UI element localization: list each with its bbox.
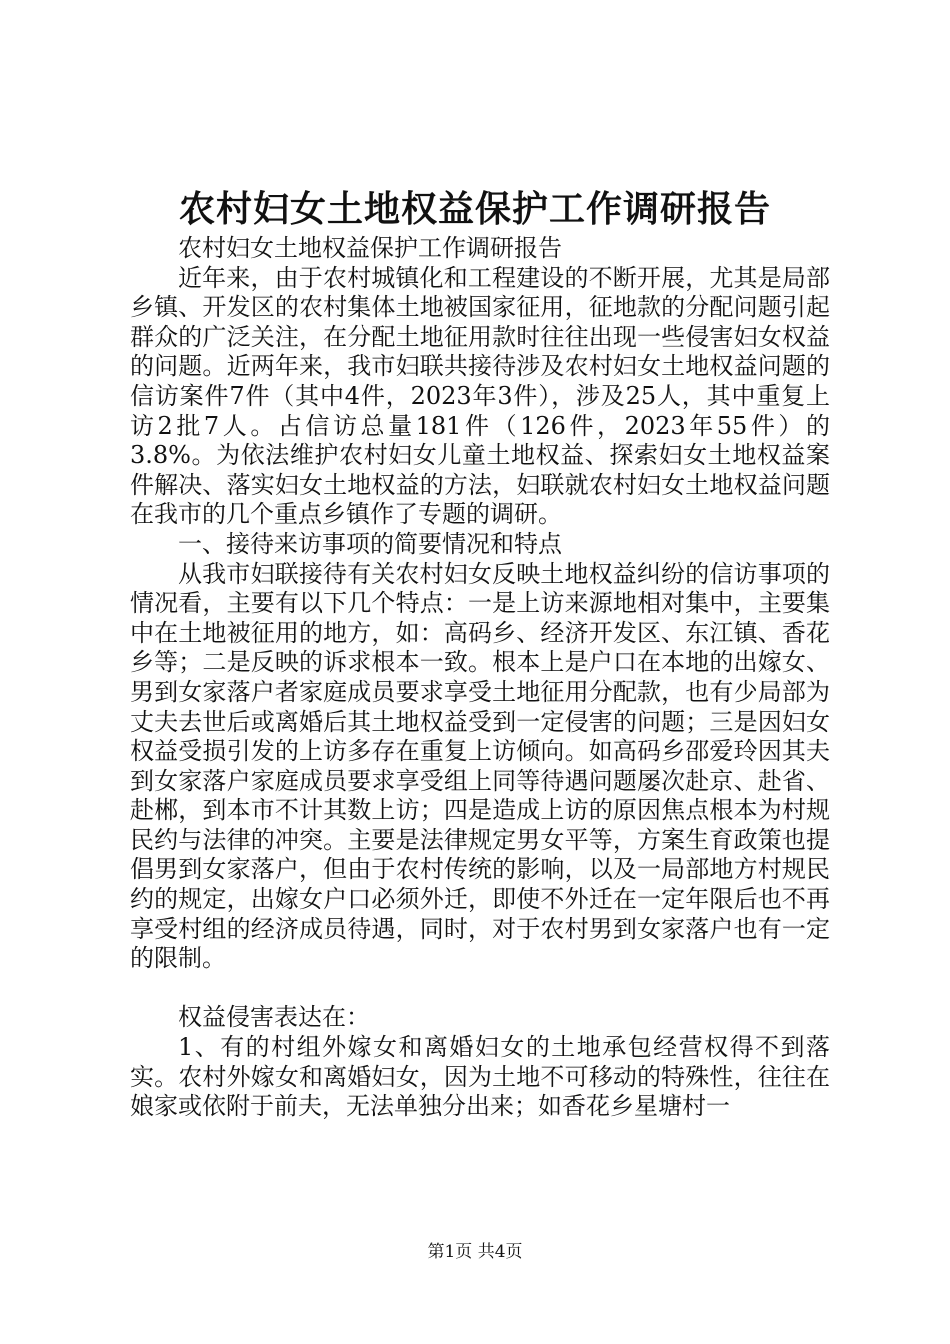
- document-title: 农村妇女土地权益保护工作调研报告: [178, 188, 771, 230]
- paragraph-intro: 近年来，由于农村城镇化和工程建设的不断开展，尤其是局部乡镇、开发区的农村集体土地被国家征用，征地款的分配问题引起群众的广泛关注，在分配土地征用款时往往出现一些侵害妇女权益的问题。近两年来，我市妇联共接待涉及农村妇女土地权益问题的信访案件7件（其中4件，2023年3件），涉及25人，其中重复上访2批7人。占信访总量181件（126件，2023年55件）的3.8%。为依法维护农村妇女儿童土地权益、探索妇女土地权益案件解决、落实妇女土地权益的方法，妇联就农村妇女土地权益问题在我市的几个重点乡镇作了专题的调研。: [130, 263, 830, 529]
- paragraph-subtitle: 农村妇女土地权益保护工作调研报告: [178, 234, 562, 262]
- paragraph-item-1: 1、有的村组外嫁女和离婚妇女的土地承包经营权得不到落实。农村外嫁女和离婚妇女，因为土地不可移动的特殊性，往往在娘家或依附于前夫，无法单独分出来；如香花乡星塘村一: [130, 1033, 830, 1121]
- paragraph-features: 从我市妇联接待有关农村妇女反映土地权益纠纷的信访事项的情况看，主要有以下几个特点：一是上访来源地相对集中，主要集中在土地被征用的地方，如：高码乡、经济开发区、东江镇、香花乡等；二是反映的诉求根本一致。根本上是户口在本地的出嫁女、男到女家落户者家庭成员要求享受土地征用分配款，也有少局部为丈夫去世后或离婚后其土地权益受到一定侵害的问题；三是因妇女权益受损引发的上访多存在重复上访倾向。如高码乡邵爱玲因其夫到女家落户家庭成员要求享受组上同等待遇问题屡次赴京、赴省、赴郴，到本市不计其数上访；四是造成上访的原因焦点根本为村规民约与法律的冲突。主要是法律规定男女平等，方案生育政策也提倡男到女家落户，但由于农村传统的影响，以及一局部地方村规民约的规定，出嫁女户口必须外迁，即使不外迁在一定年限后也不再享受村组的经济成员待遇，同时，对于农村男到女家落户也有一定的限制。: [130, 559, 830, 973]
- document-body: [130, 234, 830, 1122]
- page-footer: 第1页 共4页: [427, 1242, 523, 1262]
- paragraph-rights-heading: 权益侵害表达在：: [178, 1003, 370, 1032]
- section-heading: 一、接待来访事项的简要情况和特点: [178, 529, 562, 558]
